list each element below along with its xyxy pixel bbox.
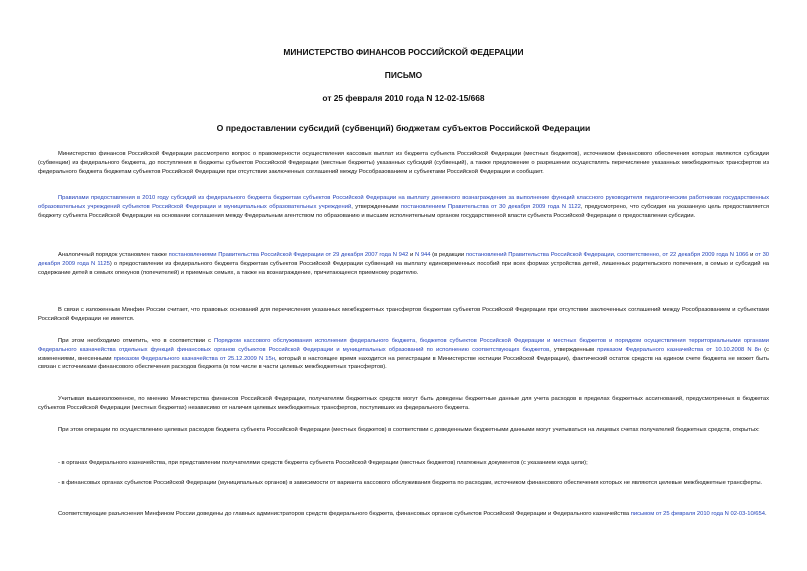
paragraph-5 <box>38 337 769 372</box>
paragraph-10-text-1: Соответствующие разъяснения Минфином России доведены до главных администраторов средств федерального бюджета, финансовых органов субъектов Российской Федерации и Федерального казначейства <box>58 511 631 517</box>
document-subject: О предоставлении субсидий (субвенций) бюджетам субъектов Российской Федерации <box>216 123 591 133</box>
paragraph-5-text-3: (с изменениями, внесенными <box>38 346 769 362</box>
link-resolution-1125[interactable]: от 30 декабря 2009 года N 1125 <box>38 252 770 267</box>
paragraph-9-text: - в финансовых органах субъектов Российской Федерации (муниципальных органов) в зависимости от варианта кассового обслуживания бюджета по расходам, источником финансового обеспечения которых не являются целевые межбюджетные трансферты. <box>58 480 763 486</box>
paragraph-2-text-2: , предусмотрено, что субсидия на указанную цель предоставляется бюджету субъекта Российской Федерации на основании соглашения между Федеральным агентством по образованию и высшим исполнительным органом государственной власти субъекта Российской Федерации о предоставлении субсидии. <box>38 203 770 219</box>
paragraph-3-text-2: и <box>408 252 415 258</box>
paragraph-7 <box>38 426 769 435</box>
paragraph-6 <box>38 395 769 413</box>
paragraph-1-text: Министерство финансов Российской Федерации рассмотрело вопрос о правомерности осуществления кассовых выплат из бюджета субъекта Российской Федерации (местных бюджетов), источником финансового обеспечения которых являются субсидии (субвенции) из федерального бюджета, до поступления в бюджеты субъектов Российской Федерации (местные бюджеты) указанных субсидий (субвенций), а также предложение о разрешении осуществлять перечисление указанных межбюджетных трансфертов из федерального бюджета бюджетам субъектов Российской Федерации при отсутствии заключенных соглашений между Рособразованием и субъектами Российской Федерации и сообщает. <box>38 151 769 175</box>
paragraph-3-text-1: Аналогичный порядок установлен также <box>58 252 169 258</box>
paragraph-8-text: - в органах Федерального казначейства, при представлении получателями средств бюджета субъекта Российской Федерации (местных бюджетов) платежных документов (с указанием кода цели); <box>58 460 588 466</box>
paragraph-10 <box>38 510 769 519</box>
paragraph-6-text: Учитывая вышеизложенное, по мнению Министерства финансов Российской Федерации, получателям бюджетных средств могут быть доведены бюджетные данные для учета расходов в пределах бюджетных ассигнований, предусмотренных в бюджетах субъектов Российской Федерации (местных бюджетах) независимо от наличия целевых межбюджетных трансфертов, поступивших из федерального бюджета. <box>38 396 769 411</box>
paragraph-8 <box>38 459 769 468</box>
paragraph-3-text-4: и <box>748 252 756 258</box>
paragraph-9 <box>38 479 769 488</box>
link-resolution-944[interactable]: N 944 <box>414 252 431 258</box>
paragraph-4 <box>38 306 769 324</box>
document-date-number: от 25 февраля 2010 года N 12-02-15/668 <box>322 93 485 103</box>
link-order-8n[interactable]: приказом Федерального казначейства от 10.10.2008 N 8н <box>597 346 762 353</box>
paragraph-3 <box>38 251 769 277</box>
paragraph-5-text-2: , утвержденным <box>549 346 598 353</box>
paragraph-5-text-1: При этом необходимо отметить, что в соответствии с <box>58 338 215 344</box>
paragraph-10-text-2: . <box>764 511 767 517</box>
paragraph-4-text: В связи с изложенным Минфин России считает, что правовых оснований для перечисления указанных межбюджетных трансфертов бюджетам субъектов Российской Федерации при отсутствии заключенных соглашений между Рособразованием и субъектами Российской Федерации не имеется. <box>38 307 769 322</box>
paragraph-5-text-4: , который в настоящее время находится на регистрации в Министерстве юстиции Российской Федерации), фактический остаток средств на едином счете бюджета не может быть связан с источниками финансового обеспечения расходов бюджета (в том числе в части целевых межбюджетных трансфертов). <box>38 355 769 371</box>
paragraph-7-text: При этом операции по осуществлению целевых расходов бюджета субъекта Российской Федерации (местных бюджетов) в соответствии с доведенными бюджетными данными могут учитываться на лицевых счетах получателей бюджетных средств, открытых: <box>58 427 760 433</box>
paragraph-3-text-5: ) о предоставлении из федерального бюджета бюджетам субъектов Российской Федерации субвенций на выплату единовременных пособий при всех формах устройства детей, лишенных родительского попечения, в семью и субсидий на содержание детей в семьях опекунов (попечителей) и приемных семьях, а также на вознаграждение, причитающееся приемному родителю. <box>38 260 769 276</box>
ministry-name: МИНИСТЕРСТВО ФИНАНСОВ РОССИЙСКОЙ ФЕДЕРАЦИИ <box>283 47 524 57</box>
link-order-15n[interactable]: приказом Федерального казначейства от 25.12.2009 N 15н <box>113 355 275 362</box>
link-cash-service-order[interactable]: Порядком кассового обслуживания исполнения федерального бюджета, бюджетов субъектов Российской Федерации и местных бюджетов и порядком осуществления территориальными органами Федерального казначейства отдельных функций финансовых органов субъектов Российской Федерации и муниципальных образований по исполнению соответствующих бюджетов <box>38 338 769 353</box>
paragraph-2-text-1: , утвержденными <box>351 203 401 210</box>
link-resolution-942[interactable]: постановлениями Правительства Российской Федерации от 29 декабря 2007 года N 942 <box>168 252 409 258</box>
link-resolution-1066[interactable]: постановлений Правительства Российской Федерации, соответственно, от 22 декабря 2009 года N 1066 <box>465 252 749 258</box>
paragraph-1 <box>38 150 769 176</box>
document-type: ПИСЬМО <box>384 70 423 80</box>
link-resolution-1122[interactable]: постановлением Правительства от 30 декабря 2009 года N 1122 <box>400 203 581 210</box>
link-subsidy-rules[interactable]: Правилами предоставления в 2010 году субсидий из федерального бюджета бюджетам субъектов Российской Федерации на выплату денежного вознаграждения за выполнение функций классного руководителя педагогическим работникам государственных образовательных учреждений субъектов Российской Федерации и муниципальных образовательных учреждений <box>38 195 769 210</box>
paragraph-3-text-3: (в редакции <box>430 252 466 258</box>
paragraph-2 <box>38 194 769 220</box>
link-letter-654[interactable]: письмом от 25 февраля 2010 года N 02-03-10/654 <box>630 511 765 517</box>
